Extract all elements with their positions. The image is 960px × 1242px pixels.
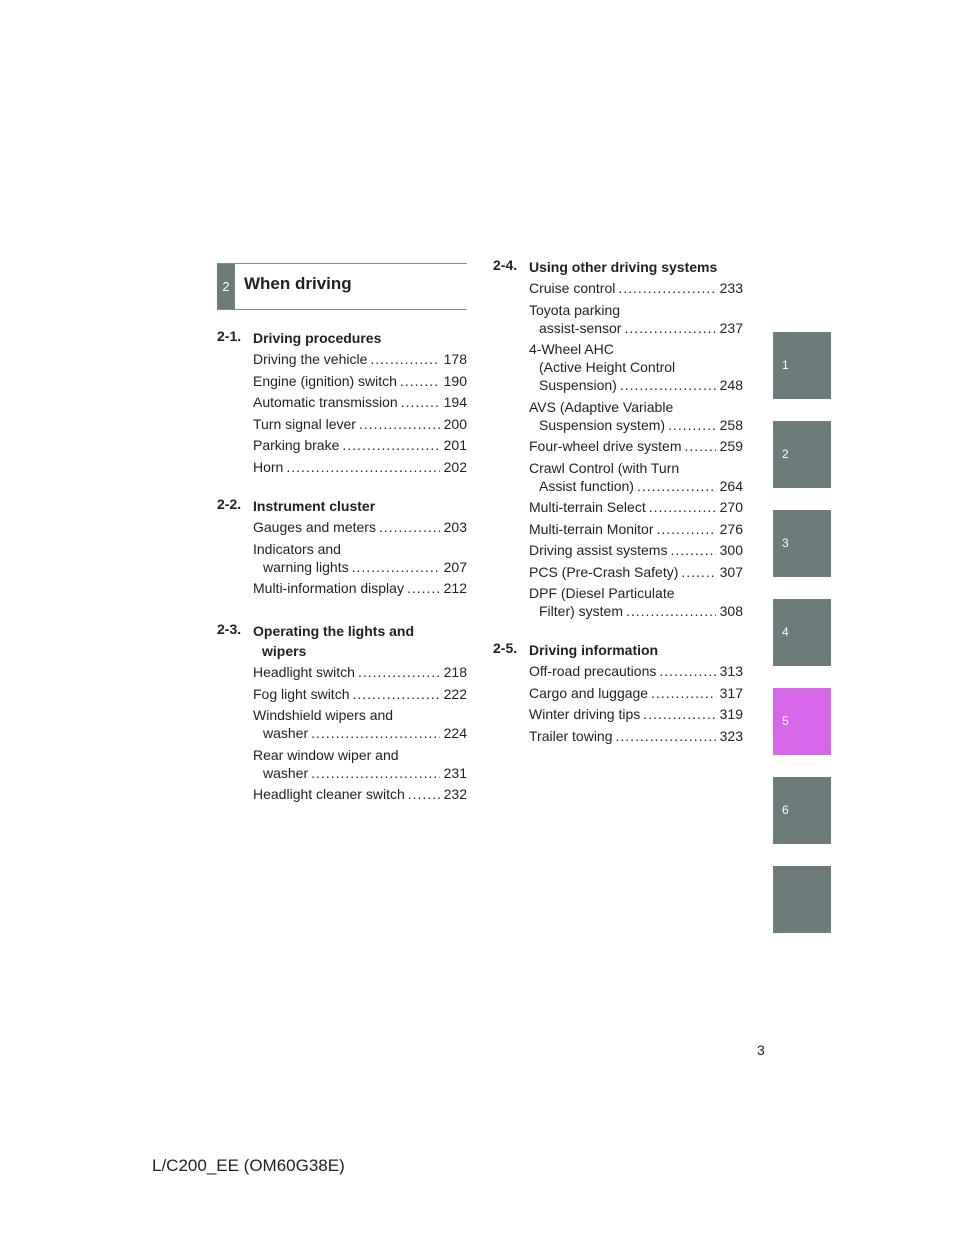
toc-entry-line <box>253 458 467 476</box>
toc-entry-line <box>529 340 743 358</box>
dot-leader <box>651 684 716 702</box>
chapter-tab-label: 4 <box>782 625 789 639</box>
toc-entry-text: PCS (Pre-Crash Safety) <box>529 563 679 580</box>
toc-page-number: 319 <box>719 706 743 722</box>
dot-leader <box>649 498 716 516</box>
dot-leader <box>643 705 716 723</box>
toc-page-number: 190 <box>443 372 467 389</box>
toc-entry-text: Multi-terrain Select <box>529 499 646 515</box>
dot-leader <box>370 350 440 368</box>
dot-leader <box>286 458 440 476</box>
toc-entry-text: Engine (ignition) switch <box>253 372 397 389</box>
chapter-tab-label: 1 <box>782 358 789 372</box>
dot-leader <box>670 541 716 559</box>
section-title <box>529 257 743 277</box>
section-number: 2-2. <box>217 496 242 512</box>
toc-entry[interactable] <box>529 340 743 394</box>
toc-entry-text: DPF (Diesel Particulate <box>529 585 675 601</box>
toc-entry-line <box>253 350 467 368</box>
toc-entry-text: Trailer towing <box>529 727 613 744</box>
section-number: 2-1. <box>217 328 242 344</box>
dot-leader <box>352 685 440 703</box>
toc-entry-text: assist-sensor <box>539 319 622 336</box>
toc-entry-line <box>253 706 467 724</box>
chapter-tab[interactable] <box>773 510 831 577</box>
toc-page-number: 313 <box>719 663 743 679</box>
toc-entry-line <box>529 459 743 477</box>
toc-entry[interactable] <box>529 584 743 620</box>
dot-leader <box>311 764 440 782</box>
toc-entry-line <box>529 398 743 416</box>
toc-entry-line <box>529 727 743 745</box>
toc-entry-text: Toyota parking <box>529 301 621 318</box>
section-number: 2-4. <box>493 257 518 273</box>
toc-entry-line <box>253 518 467 536</box>
toc-entry[interactable] <box>253 663 467 681</box>
chapter-tab-label: 2 <box>782 447 789 461</box>
toc-page-number: 264 <box>719 477 743 494</box>
toc-entry-line <box>253 685 467 703</box>
toc-page-number: 270 <box>719 499 743 515</box>
dot-leader <box>407 579 440 597</box>
toc-entry-line <box>529 437 743 455</box>
toc-entry-line <box>253 540 467 558</box>
toc-entry-line <box>253 436 467 454</box>
toc-entry-line <box>253 558 467 576</box>
dot-leader <box>620 376 716 394</box>
toc-entry-line <box>529 498 743 516</box>
toc-entry[interactable] <box>253 372 467 390</box>
toc-page-number: 178 <box>443 351 467 367</box>
toc-entry-text: washer <box>263 725 309 741</box>
dot-leader <box>659 662 716 680</box>
toc-page-number: 207 <box>443 558 467 575</box>
dot-leader <box>311 724 440 742</box>
dot-leader <box>400 372 440 390</box>
toc-entry[interactable] <box>253 579 467 597</box>
toc-column-left <box>217 328 467 808</box>
toc-entry-text: Multi-information display <box>253 580 404 596</box>
toc-entry-text: Headlight cleaner switch <box>253 786 405 802</box>
toc-page-number: 212 <box>443 580 467 596</box>
toc-page-number: 323 <box>719 727 743 744</box>
chapter-tab-number: 2 <box>217 264 235 309</box>
toc-entry[interactable] <box>529 563 743 581</box>
dot-leader <box>637 477 716 495</box>
toc-entry[interactable] <box>529 520 743 538</box>
toc-entry[interactable] <box>253 540 467 576</box>
toc-page-number: 308 <box>719 603 743 619</box>
toc-entry-text: Cargo and luggage <box>529 684 649 701</box>
toc-entry-text: Automatic transmission <box>253 394 398 410</box>
toc-entry-text: Turn signal lever <box>253 415 356 432</box>
document-footer: L/C200_EE (OM60G38E) <box>152 1156 345 1175</box>
dot-leader <box>624 319 716 337</box>
toc-entry-text: Fog light switch <box>253 685 350 702</box>
toc-entry-line <box>253 393 467 411</box>
toc-entry-text: Indicators and <box>253 540 341 557</box>
toc-entry[interactable] <box>529 705 743 723</box>
toc-entry-line <box>253 579 467 597</box>
toc-column-right <box>493 257 743 777</box>
toc-entry-text: Horn <box>253 458 284 475</box>
dot-leader <box>626 602 716 620</box>
chapter-tab[interactable] <box>773 421 831 488</box>
dot-leader <box>359 415 440 433</box>
toc-entry-text: (Active Height Control <box>539 359 676 375</box>
toc-entry[interactable] <box>529 727 743 745</box>
toc-entry-text: AVS (Adaptive Variable <box>529 398 674 415</box>
toc-page-number: 201 <box>443 437 467 453</box>
toc-entry-text: Crawl Control (with Turn <box>529 459 680 476</box>
toc-entry-text: washer <box>263 764 309 781</box>
section-title <box>253 621 467 661</box>
chapter-tab[interactable] <box>773 777 831 844</box>
chapter-tab[interactable] <box>773 866 831 933</box>
toc-entry-text: Windshield wipers and <box>253 707 394 723</box>
toc-page-number: 194 <box>443 394 467 410</box>
toc-entry-line <box>529 416 743 434</box>
toc-page-number: 202 <box>443 458 467 475</box>
toc-page-number: 300 <box>719 542 743 558</box>
dot-leader <box>685 437 717 455</box>
toc-entry-text: Parking brake <box>253 437 340 453</box>
section-title-text: Driving procedures <box>253 330 382 346</box>
section-title <box>253 496 467 516</box>
toc-page-number: 317 <box>719 684 743 701</box>
toc-entry-line <box>529 584 743 602</box>
toc-entry-line <box>529 358 743 376</box>
dot-leader <box>681 563 716 581</box>
toc-page-number: 203 <box>443 519 467 535</box>
toc-entry[interactable] <box>253 458 467 476</box>
toc-page-number: 237 <box>719 319 743 336</box>
toc-entry-line <box>529 563 743 581</box>
toc-entry[interactable] <box>529 398 743 434</box>
dot-leader <box>618 279 716 297</box>
toc-page-number: 232 <box>443 786 467 802</box>
dot-leader <box>401 393 440 411</box>
toc-entry[interactable] <box>529 498 743 516</box>
toc-entry[interactable] <box>529 301 743 337</box>
toc-entry[interactable] <box>529 684 743 702</box>
dot-leader <box>668 416 716 434</box>
chapter-tab-label: 6 <box>782 803 789 817</box>
toc-entry-text: 4-Wheel AHC <box>529 341 614 357</box>
chapter-tab-label: 5 <box>782 714 789 728</box>
toc-entry-text: Suspension) <box>539 377 617 393</box>
toc-entry[interactable] <box>253 436 467 454</box>
toc-entry-text: Driving assist systems <box>529 542 668 558</box>
toc-entry[interactable] <box>529 662 743 680</box>
dot-leader <box>656 520 716 538</box>
chapter-tab[interactable] <box>773 688 831 755</box>
toc-page-number: 248 <box>719 377 743 393</box>
section-title-text: Instrument cluster <box>253 498 376 514</box>
toc-page-number: 233 <box>719 280 743 296</box>
toc-entry-line <box>529 279 743 297</box>
section-title-text: Driving information <box>529 642 659 658</box>
toc-entry[interactable] <box>253 518 467 536</box>
section-title-text: Operating the lights and <box>253 623 415 639</box>
section-title <box>253 328 467 348</box>
toc-entry-text: Multi-terrain Monitor <box>529 520 654 537</box>
chapter-header <box>217 263 467 310</box>
toc-entry-line <box>253 785 467 803</box>
dot-leader <box>379 518 440 536</box>
toc-entry-line <box>529 477 743 495</box>
toc-page-number: 231 <box>443 764 467 781</box>
toc-entry-line <box>529 301 743 319</box>
chapter-tab-label: 3 <box>782 536 789 550</box>
dot-leader <box>358 663 440 681</box>
toc-entry-line <box>529 541 743 559</box>
toc-entry-line <box>529 684 743 702</box>
toc-entry-line <box>529 319 743 337</box>
toc-entry-line <box>253 746 467 764</box>
toc-entry[interactable] <box>529 459 743 495</box>
toc-entry-text: Gauges and meters <box>253 519 376 535</box>
section-title-text: Using other driving systems <box>529 259 718 275</box>
toc-page-number: 259 <box>719 438 743 454</box>
toc-page-number: 307 <box>719 563 743 580</box>
toc-page-number: 258 <box>719 416 743 433</box>
toc-entry[interactable] <box>253 706 467 742</box>
toc-entry-text: warning lights <box>263 558 349 575</box>
toc-page-number: 224 <box>443 725 467 741</box>
toc-entry-text: Suspension system) <box>539 416 666 433</box>
toc-entry-line <box>253 372 467 390</box>
toc-entry[interactable] <box>529 437 743 455</box>
toc-entry-text: Off-road precautions <box>529 663 657 679</box>
toc-entry-text: Driving the vehicle <box>253 351 368 367</box>
toc-entry-line <box>529 602 743 620</box>
toc-entry[interactable] <box>253 350 467 368</box>
toc-entry-text: Assist function) <box>539 477 634 494</box>
toc-page-number: 200 <box>443 415 467 432</box>
dot-leader <box>342 436 440 454</box>
toc-entry[interactable] <box>253 393 467 411</box>
toc-entry-line <box>529 376 743 394</box>
toc-entry[interactable] <box>253 685 467 703</box>
toc-entry-text: Headlight switch <box>253 664 355 680</box>
toc-entry[interactable] <box>529 541 743 559</box>
toc-entry[interactable] <box>529 279 743 297</box>
section-title <box>529 640 743 660</box>
dot-leader <box>408 785 440 803</box>
toc-entry-text: Cruise control <box>529 280 616 296</box>
page-number: 3 <box>757 1042 765 1058</box>
toc-entry-line <box>253 663 467 681</box>
toc-entry-text: Four-wheel drive system <box>529 438 682 454</box>
section-number: 2-5. <box>493 640 518 656</box>
dot-leader <box>352 558 440 576</box>
toc-entry-line <box>529 520 743 538</box>
toc-page-number: 276 <box>719 520 743 537</box>
chapter-tab[interactable] <box>773 599 831 666</box>
toc-entry-text: Filter) system <box>539 603 623 619</box>
toc-entry-line <box>253 415 467 433</box>
chapter-tab[interactable] <box>773 332 831 399</box>
toc-entry-text: Winter driving tips <box>529 706 641 722</box>
toc-entry-line <box>529 662 743 680</box>
toc-entry-text: Rear window wiper and <box>253 746 399 763</box>
toc-entry[interactable] <box>253 785 467 803</box>
toc-page-number: 218 <box>443 664 467 680</box>
section-title-continued: wipers <box>262 643 307 659</box>
toc-entry-line <box>529 705 743 723</box>
toc-page-number: 222 <box>443 685 467 702</box>
chapter-title: When driving <box>244 274 352 293</box>
toc-entry-line <box>253 764 467 782</box>
toc-entry-line <box>253 724 467 742</box>
section-number: 2-3. <box>217 621 242 637</box>
dot-leader <box>616 727 716 745</box>
toc-entry[interactable] <box>253 746 467 782</box>
toc-entry[interactable] <box>253 415 467 433</box>
